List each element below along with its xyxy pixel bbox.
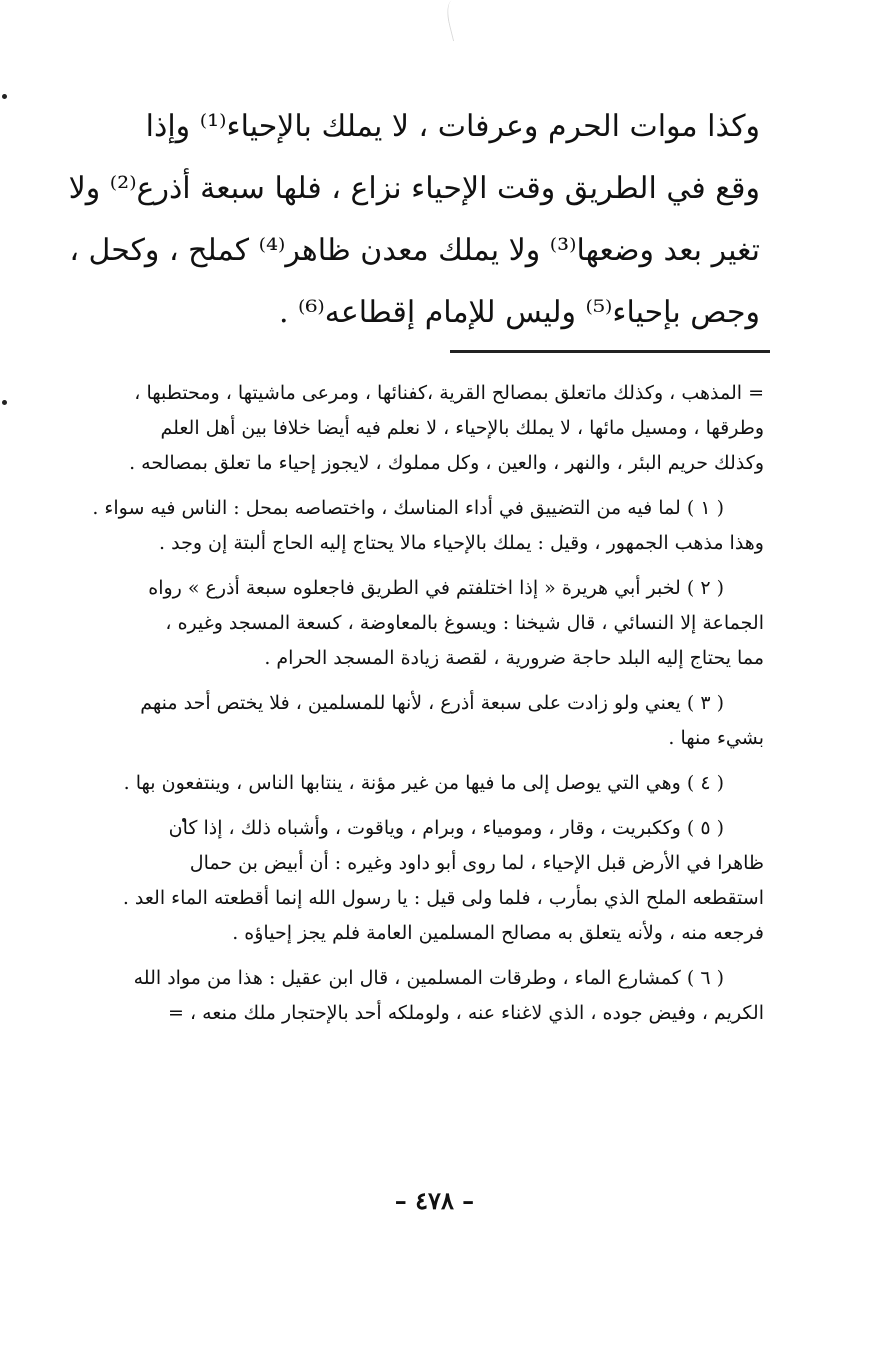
footnote-continuation: [34, 376, 764, 481]
footnote-3: [34, 686, 764, 756]
footnote-line: وطرقها ، ومسيل مائها ، لا يملك بالإحياء ، لا نعلم فيه أيضا خلافا بين أهل العلم: [160, 417, 764, 439]
footnote-line: ظاهرا في الأرض قبل الإحياء ، لما روى أبو داود وغيره : أن أبيض بن حمال: [189, 852, 764, 874]
main-text-block: [38, 96, 760, 344]
footnote-line: بشيء منها .: [668, 727, 764, 749]
footnote-line: وكذلك حريم البئر ، والنهر ، والعين ، وكل مملوك ، لايجوز إحياء ما تعلق بمصالحه .: [129, 452, 764, 474]
footnote-line: ( ٤ ) وهي التي يوصل إلى ما فيها من غير مؤنة ، ينتابها الناس ، وينتفعون بها .: [123, 772, 724, 794]
main-text-line: وجص بإحياء⁽⁵⁾ وليس للإمام إقطاعه⁽⁶⁾ .: [278, 295, 760, 330]
footnote-line: = المذهب ، وكذلك ماتعلق بمصالح القرية ،كفنائها ، ومرعى ماشيتها ، ومحتطبها ،: [134, 382, 764, 404]
footnote-line: وهذا مذهب الجمهور ، وقيل : يملك بالإحياء مالا يحتاج إليه الحاج ألبتة إن وجد .: [159, 532, 764, 554]
main-text-line: وكذا موات الحرم وعرفات ، لا يملك بالإحياء⁽¹⁾ وإذا: [145, 109, 760, 144]
footnote-line: الجماعة إلا النسائي ، قال شيخنا : ويسوغ بالمعاوضة ، كسعة المسجد وغيره ،: [165, 612, 764, 634]
footnote-line: استقطعه الملح الذي بمأرب ، فلما ولى قيل : يا رسول الله إنما أقطعته الماء العد .: [122, 887, 764, 909]
footnote-line: فرجعه منه ، ولأنه يتعلق به مصالح المسلمين العامة فلم يجز إحياؤه .: [232, 922, 764, 944]
footnote-line: ( ٣ ) يعني ولو زادت على سبعة أذرع ، لأنها للمسلمين ، فلا يختص أحد منهم: [140, 692, 724, 714]
footnote-line: ( ٢ ) لخبر أبي هريرة « إذا اختلفتم في الطريق فاجعلوه سبعة أذرع » رواه: [148, 577, 724, 599]
footnotes-block: [34, 376, 764, 1041]
edge-speck-middle: [2, 400, 7, 405]
footnote-line: الكريم ، وفيض جوده ، الذي لاغناء عنه ، ولوملكه أحد بالإحتجار ملك منعه ، =: [168, 1002, 764, 1024]
footnote-line: ( ٦ ) كمشارع الماء ، وطرقات المسلمين ، قال ابن عقيل : هذا من مواد الله: [133, 967, 724, 989]
footnote-4: [34, 766, 764, 801]
edge-speck-top: [2, 94, 7, 99]
footnote-separator: [450, 350, 770, 353]
footnote-2: [34, 571, 764, 676]
page-number: – ٤٧٨ –: [394, 1186, 475, 1215]
page-crease-mark: [443, 0, 467, 41]
footnote-5: [34, 811, 764, 951]
footnote-line: ( ٥ ) وككبريت ، وقار ، ومومياء ، وبرام ، وياقوت ، وأشباه ذلك ، إذا كان: [168, 817, 724, 839]
footnote-line: مما يحتاج إليه البلد حاجة ضرورية ، لقصة زيادة المسجد الحرام .: [264, 647, 764, 669]
footnote-line: ( ١ ) لما فيه من التضييق في أداء المناسك ، واختصاصه بمحل : الناس فيه سواء .: [92, 497, 724, 519]
footnote-1: [34, 491, 764, 561]
main-text-line: وقع في الطريق وقت الإحياء نزاع ، فلها سبعة أذرع⁽²⁾ ولا: [68, 171, 760, 206]
main-text-line: تغير بعد وضعها⁽³⁾ ولا يملك معدن ظاهر⁽⁴⁾ كملح ، وكحل ،: [69, 233, 760, 268]
footnote-6: [34, 961, 764, 1031]
